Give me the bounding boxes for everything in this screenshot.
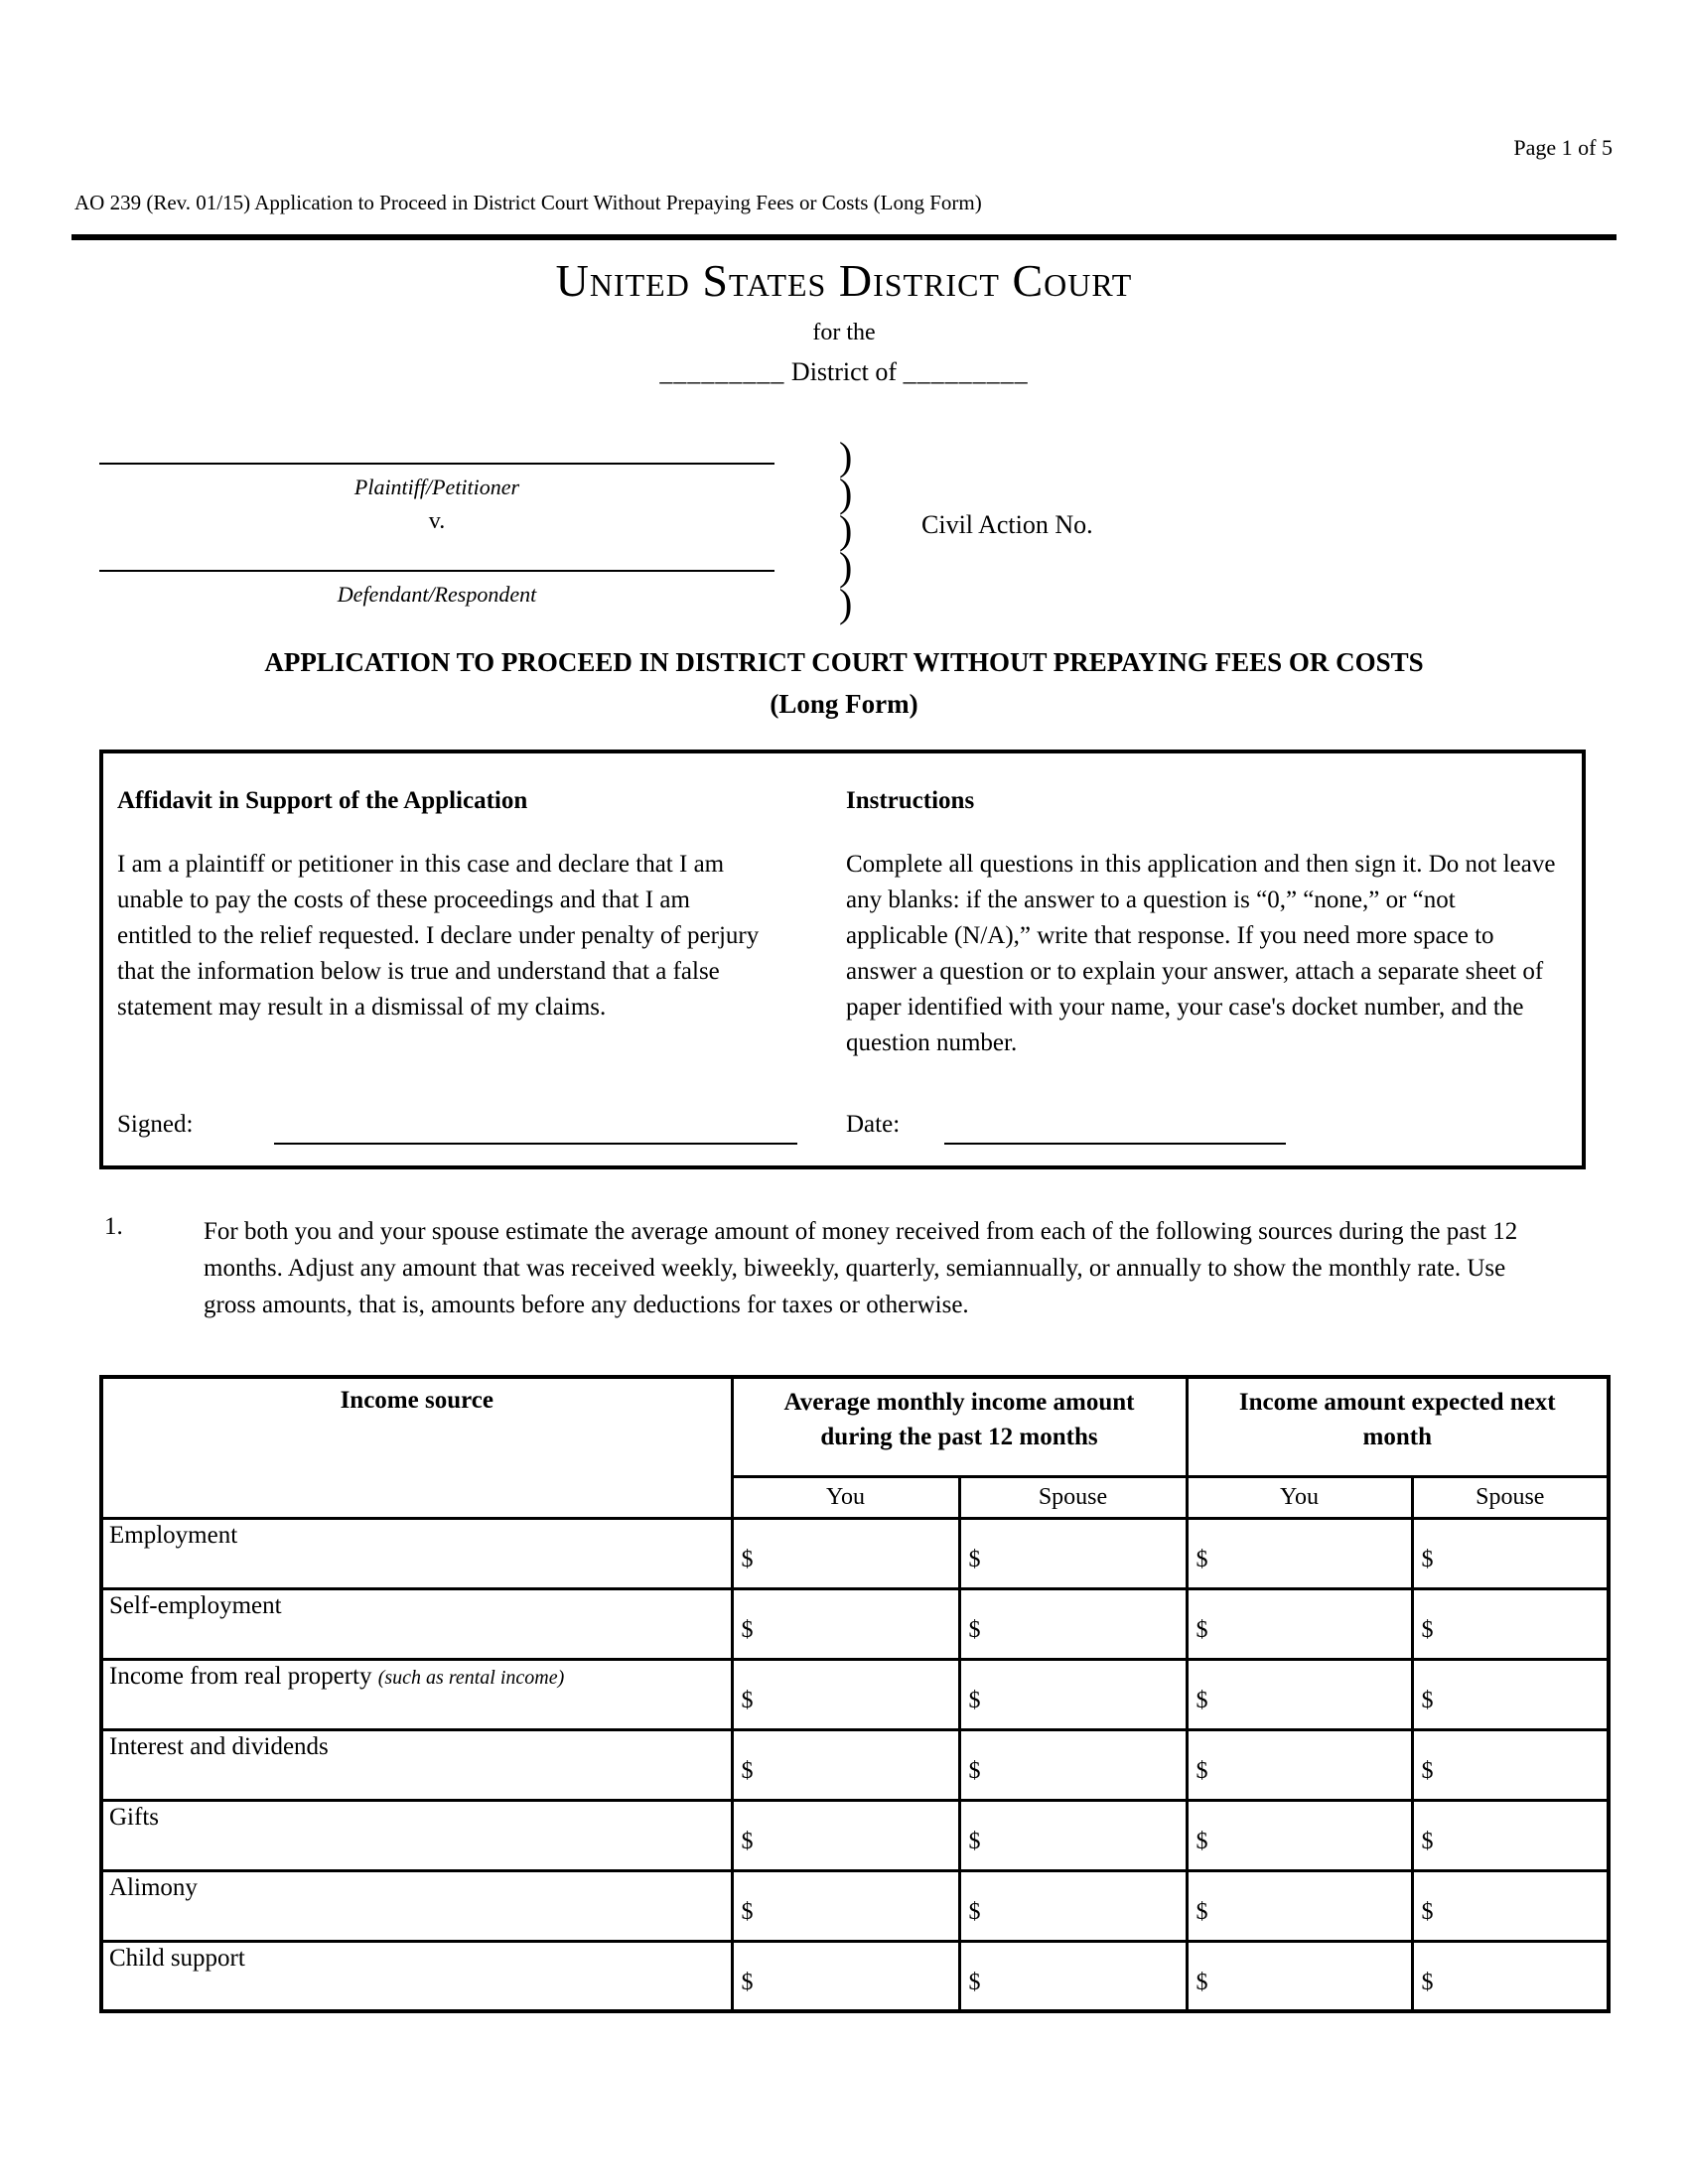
row-label: Employment — [101, 1518, 732, 1588]
amount-spouse-past[interactable]: $ — [959, 1870, 1187, 1941]
income-row-employment — [101, 1518, 1609, 1588]
district-line — [0, 357, 1688, 387]
signed-label: Signed: — [117, 1111, 194, 1138]
caption-paren-4: ) — [839, 544, 853, 589]
versus-label: v. — [428, 508, 446, 534]
affidavit-heading: Affidavit in Support of the Application — [117, 787, 528, 814]
application-title-line2: (Long Form) — [770, 689, 918, 719]
row-label: Alimony — [101, 1870, 732, 1941]
amount-you-next[interactable]: $ — [1187, 1870, 1412, 1941]
amount-you-next[interactable]: $ — [1187, 1941, 1412, 2011]
amount-you-past[interactable]: $ — [732, 1800, 959, 1870]
instructions-body-text: Complete all questions in this application and then sign it. Do not leave any blanks: if the answer to a question is “0,” “none,” or “not applicable (N/A),” write that response. If you need more space to answer a question or to explain your answer, attach a separate sheet of paper identified with your name, your case's docket number, and the question number. — [846, 851, 1556, 1056]
row-label: Child support — [101, 1941, 732, 2011]
row-label: Income from real property (such as rental income) — [101, 1659, 732, 1729]
amount-you-next[interactable]: $ — [1187, 1659, 1412, 1729]
amount-you-past[interactable]: $ — [732, 1870, 959, 1941]
header-group-past-12-months: Average monthly income amount during the past 12 months — [732, 1377, 1187, 1476]
affidavit-instructions-box — [99, 750, 1586, 1169]
civil-action-label: Civil Action No. — [921, 510, 1093, 539]
amount-spouse-past[interactable]: $ — [959, 1659, 1187, 1729]
amount-you-next[interactable]: $ — [1187, 1729, 1412, 1800]
amount-you-past[interactable]: $ — [732, 1729, 959, 1800]
row-label: Gifts — [101, 1800, 732, 1870]
plaintiff-label: Plaintiff/Petitioner — [353, 475, 520, 499]
date-label: Date: — [846, 1111, 901, 1138]
amount-spouse-past[interactable]: $ — [959, 1518, 1187, 1588]
amount-you-next[interactable]: $ — [1187, 1588, 1412, 1659]
income-row-interest-dividends — [101, 1729, 1609, 1800]
amount-spouse-next[interactable]: $ — [1412, 1518, 1609, 1588]
subheader-you-past: You — [732, 1476, 959, 1518]
income-row-gifts — [101, 1800, 1609, 1870]
income-row-self-employment — [101, 1588, 1609, 1659]
date-line[interactable] — [944, 1143, 1286, 1145]
caption-paren-1: ) — [839, 434, 853, 478]
page-number: Page 1 of 5 — [1513, 135, 1613, 160]
amount-you-past[interactable]: $ — [732, 1941, 959, 2011]
district-of-label: District of — [790, 357, 898, 386]
income-table — [99, 1375, 1611, 2013]
amount-spouse-next[interactable]: $ — [1412, 1729, 1609, 1800]
defendant-name-line[interactable] — [99, 570, 774, 572]
header-income-source: Income source — [101, 1377, 732, 1518]
row-label: Interest and dividends — [101, 1729, 732, 1800]
header-group-next-month: Income amount expected next month — [1187, 1377, 1609, 1476]
district-blank-left[interactable]: _________ — [659, 357, 785, 386]
amount-spouse-past[interactable]: $ — [959, 1941, 1187, 2011]
amount-spouse-next[interactable]: $ — [1412, 1870, 1609, 1941]
question-1-number: 1. — [104, 1213, 123, 1240]
amount-spouse-next[interactable]: $ — [1412, 1659, 1609, 1729]
subheader-you-next: You — [1187, 1476, 1412, 1518]
amount-spouse-next[interactable]: $ — [1412, 1941, 1609, 2011]
subheader-spouse-past: Spouse — [959, 1476, 1187, 1518]
defendant-label: Defendant/Respondent — [337, 582, 537, 607]
subheader-spouse-next: Spouse — [1412, 1476, 1609, 1518]
affidavit-body-text: I am a plaintiff or petitioner in this case and declare that I am unable to pay the costs of these proceedings and that I am entitled to the relief requested. I declare under penalty of perjury that the information below is true and understand that a false statement may result in a dismissal of my claims. — [117, 851, 760, 1021]
instructions-heading: Instructions — [846, 787, 975, 814]
income-row-child-support — [101, 1941, 1609, 2011]
amount-you-past[interactable]: $ — [732, 1659, 959, 1729]
form-id-header: AO 239 (Rev. 01/15) Application to Proceed in District Court Without Prepaying Fees or Costs (Long Form) — [74, 191, 982, 214]
amount-you-next[interactable]: $ — [1187, 1800, 1412, 1870]
income-row-real-property — [101, 1659, 1609, 1729]
amount-you-past[interactable]: $ — [732, 1588, 959, 1659]
court-title: United States District Court — [555, 255, 1133, 306]
amount-spouse-next[interactable]: $ — [1412, 1800, 1609, 1870]
application-title-line1: APPLICATION TO PROCEED IN DISTRICT COURT WITHOUT PREPAYING FEES OR COSTS — [264, 647, 1424, 677]
income-row-alimony — [101, 1870, 1609, 1941]
amount-you-past[interactable]: $ — [732, 1518, 959, 1588]
caption-paren-5: ) — [839, 581, 853, 625]
amount-spouse-past[interactable]: $ — [959, 1588, 1187, 1659]
caption-paren-3: ) — [839, 507, 853, 552]
plaintiff-name-line[interactable] — [99, 463, 774, 465]
amount-spouse-past[interactable]: $ — [959, 1800, 1187, 1870]
row-label: Self-employment — [101, 1588, 732, 1659]
signature-line[interactable] — [274, 1143, 797, 1145]
amount-spouse-next[interactable]: $ — [1412, 1588, 1609, 1659]
caption-paren-2: ) — [839, 471, 853, 515]
double-rule-divider — [71, 234, 1617, 240]
court-for-the: for the — [812, 320, 876, 345]
district-blank-right[interactable]: _________ — [903, 357, 1029, 386]
amount-you-next[interactable]: $ — [1187, 1518, 1412, 1588]
amount-spouse-past[interactable]: $ — [959, 1729, 1187, 1800]
question-1-text: For both you and your spouse estimate the average amount of money received from each of the following sources during the past 12 months. Adjust any amount that was received weekly, biweekly, quarterly, semiannually, or annually to show the monthly rate. Use gross amounts, that is, amounts before any deductions for taxes or otherwise. — [204, 1218, 1518, 1318]
